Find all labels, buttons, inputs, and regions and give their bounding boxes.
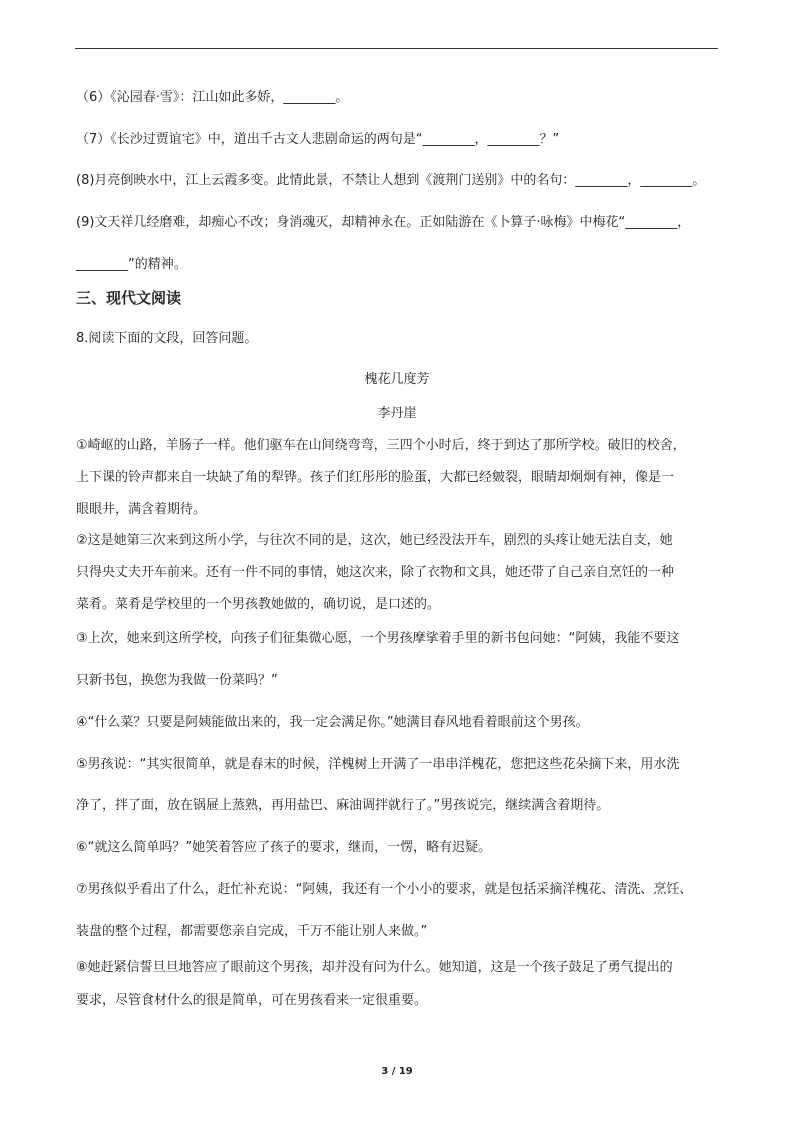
article-author: 李丹崖 — [377, 406, 417, 421]
article-line: 菜肴。菜肴是学校里的一个男孩教她做的，确切说，是口述的。 — [76, 597, 441, 612]
question-prompt: 8.阅读下面的文段，回答问题。 — [76, 331, 258, 346]
section-heading: 三、现代文阅读 — [76, 289, 182, 307]
article-line: ③上次，她来到这所学校，向孩子们征集微心愿，一个男孩摩挲着手里的新书包问她：“阿姨，我能不要这 — [76, 631, 680, 646]
question-7: （7）《长沙过贾谊宅》中，道出千古文人悲剧命运的两句是“________，________？” — [76, 132, 560, 147]
article-line: ②这是她第三次来到这所小学，与往次不同的是，这次，她已经没法开车，剧烈的头疼让她无法自支，她 — [76, 533, 673, 548]
article-line: 只新书包，换您为我做一份菜吗？” — [76, 673, 278, 688]
header-rule — [75, 48, 718, 49]
article-line: 装盘的整个过程，都需要您亲自完成，千万不能让别人来做。” — [76, 924, 428, 939]
article-line: 上下课的铃声都来自一块缺了角的犁铧。孩子们红彤彤的脸蛋，大都已经皴裂，眼睛却炯炯有神，像是一 — [76, 470, 675, 485]
article-line: 眼眼井，满含着期待。 — [76, 502, 207, 517]
article-title: 槐花几度芳 — [364, 372, 430, 387]
question-9-line-2: ________”的精神。 — [76, 257, 187, 272]
article-line: ①崎岖的山路，羊肠子一样。他们驱车在山间绕弯弯，三四个小时后，终于到达了那所学校。破旧的校舍， — [76, 438, 686, 453]
article-line: ⑧她赶紧信誓旦旦地答应了眼前这个男孩，却并没有问为什么。她知道，这是一个孩子鼓足了勇气提出的 — [76, 960, 673, 975]
page-number: 3 / 19 — [381, 1066, 413, 1077]
question-6: （6）《沁园春·雪》：江山如此多娇，________。 — [76, 90, 349, 105]
article-line: 只得央丈夫开车前来。还有一件不同的事情，她这次来，除了衣物和文具，她还带了自己亲自烹饪的一种 — [76, 565, 675, 580]
question-9-line-1: (9)文天祥几经磨难，却痴心不改；身消魂灭，却精神永在。正如陆游在《卜算子·咏梅》中梅花“________， — [76, 215, 691, 230]
article-line: ⑤男孩说：“其实很简单，就是春末的时候，洋槐树上开满了一串串洋槐花，您把这些花朵摘下来，用水洗 — [76, 757, 680, 772]
article-line: ⑥“就这么简单吗？”她笑着答应了孩子的要求，继而，一愣，略有迟疑。 — [76, 840, 492, 855]
question-8: (8)月亮倒映水中，江上云霞多变。此情此景，不禁让人想到《渡荆门送别》中的名句：________，________。 — [76, 173, 706, 188]
article-line: ④“什么菜？只要是阿姨能做出来的，我一定会满足你。”她满目春风地看着眼前这个男孩。 — [76, 715, 589, 730]
article-line: 净了，拌了面，放在锅屉上蒸熟，再用盐巴、麻油调拌就行了。”男孩说完，继续满含着期待。 — [76, 798, 610, 813]
article-line: ⑦男孩似乎看出了什么，赶忙补充说：“阿姨，我还有一个小小的要求，就是包括采摘洋槐花、清洗、烹饪、 — [76, 882, 693, 897]
article-line: 要求，尽管食材什么的很是简单，可在男孩看来一定很重要。 — [76, 993, 428, 1008]
